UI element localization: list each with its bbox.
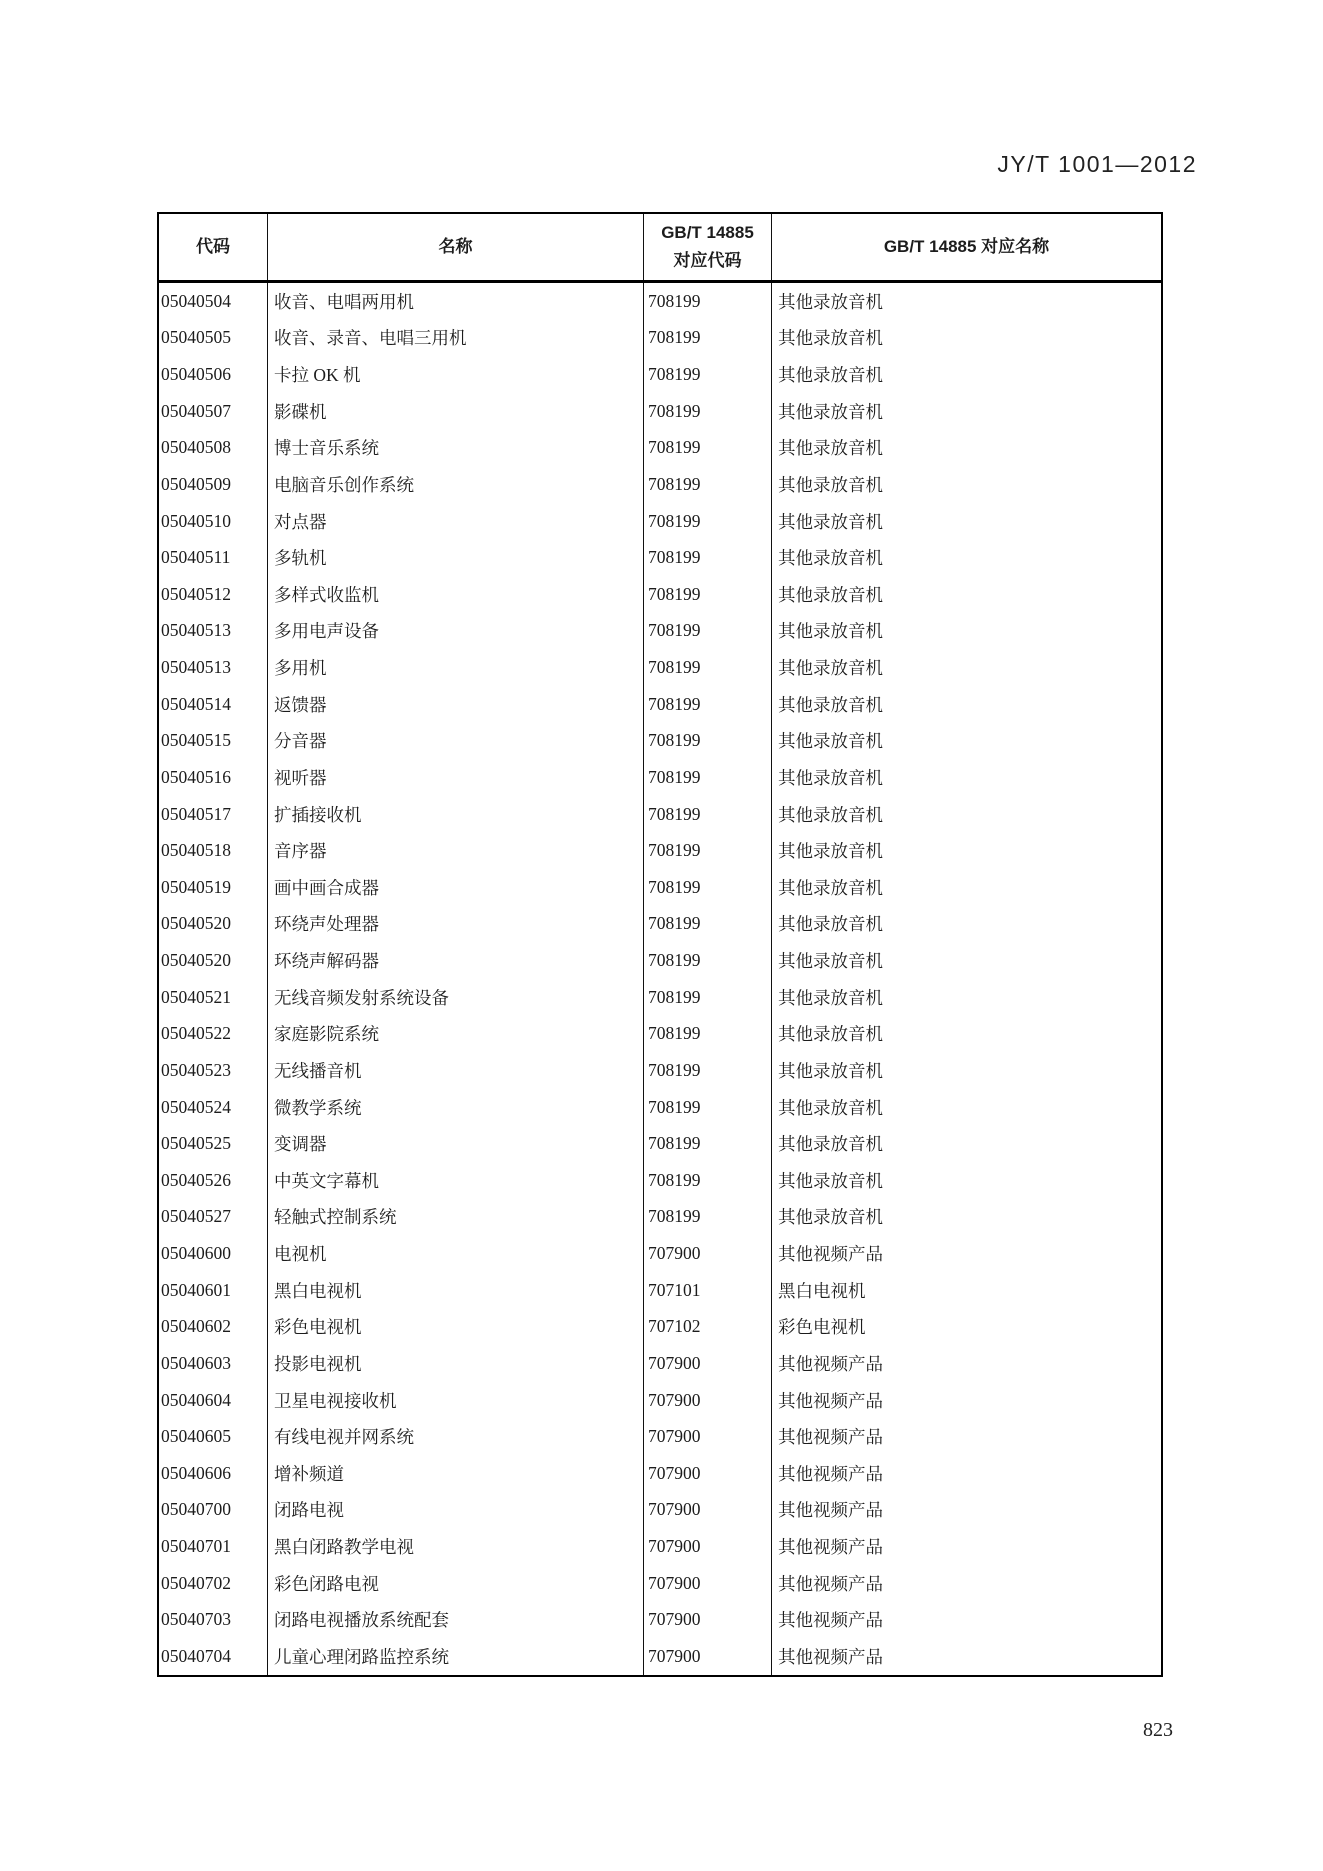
column-header-code (159, 214, 268, 280)
table-cell-code: 05040508 (159, 430, 268, 467)
table-row (159, 686, 1161, 723)
table-row (159, 539, 1161, 576)
table-cell-code: 05040518 (159, 832, 268, 869)
table-cell-name: 卡拉 OK 机 (268, 356, 644, 393)
table-row (159, 576, 1161, 613)
table-cell-gb-code: 708199 (644, 466, 772, 503)
column-header-name-label: 名称 (438, 236, 473, 256)
table-row (159, 1638, 1161, 1675)
table-row (159, 869, 1161, 906)
table-cell-gb-name: 其他录放音机 (778, 987, 883, 1008)
table-row (159, 1016, 1161, 1053)
table-row (159, 1602, 1161, 1639)
table-cell-name: 电视机 (268, 1235, 644, 1272)
table-row (159, 503, 1161, 540)
table-row (159, 1455, 1161, 1492)
table-cell-name: 闭路电视播放系统配套 (268, 1602, 644, 1639)
table-cell-gb-code: 708199 (644, 796, 772, 833)
table-row (159, 1162, 1161, 1199)
table-cell-code: 05040505 (159, 320, 268, 357)
column-header-gb-name (772, 214, 1161, 280)
table-cell-name: 音序器 (268, 832, 644, 869)
table-cell-name: 电脑音乐创作系统 (268, 466, 644, 503)
table-cell-code: 05040507 (159, 393, 268, 430)
table-cell-gb-name: 其他录放音机 (778, 877, 883, 898)
column-header-code-label: 代码 (196, 236, 230, 256)
table-cell-code: 05040520 (159, 942, 268, 979)
table-cell-name: 扩插接收机 (268, 796, 644, 833)
table-cell-gb-name: 其他录放音机 (778, 291, 883, 312)
table-cell-name: 多用电声设备 (268, 613, 644, 650)
table-cell-gb-name: 其他视频产品 (778, 1390, 883, 1411)
table-cell-code: 05040514 (159, 686, 268, 723)
table-cell-code: 05040515 (159, 723, 268, 760)
table-cell-gb-name: 其他视频产品 (778, 1463, 883, 1484)
table-cell-gb-code: 707101 (644, 1272, 772, 1309)
column-header-gb-code (644, 214, 772, 280)
column-header-name (268, 214, 644, 280)
table-cell-code: 05040509 (159, 466, 268, 503)
table-cell-gb-code: 708199 (644, 1016, 772, 1053)
table-row (159, 1052, 1161, 1089)
table-cell-name: 黑白电视机 (268, 1272, 644, 1309)
table-cell-gb-name: 其他视频产品 (778, 1427, 883, 1448)
table-cell-name: 彩色闭路电视 (268, 1565, 644, 1602)
table-cell-gb-name: 黑白电视机 (778, 1280, 866, 1301)
table-cell-code: 05040701 (159, 1528, 268, 1565)
table-cell-name: 儿童心理闭路监控系统 (268, 1638, 644, 1675)
table-cell-gb-name: 其他录放音机 (778, 1097, 883, 1118)
table-cell-name: 中英文字幕机 (268, 1162, 644, 1199)
table-cell-name: 变调器 (268, 1125, 644, 1162)
table-cell-code: 05040520 (159, 906, 268, 943)
table-cell-gb-code: 708199 (644, 503, 772, 540)
table-cell-name: 微教学系统 (268, 1089, 644, 1126)
table-cell-gb-code: 708199 (644, 979, 772, 1016)
table-cell-code: 05040513 (159, 613, 268, 650)
table-cell-gb-name: 其他录放音机 (778, 621, 883, 642)
table-row (159, 1309, 1161, 1346)
table-cell-code: 05040513 (159, 649, 268, 686)
table-cell-code: 05040700 (159, 1492, 268, 1529)
table-cell-name: 多轨机 (268, 539, 644, 576)
table-cell-gb-name: 其他录放音机 (778, 914, 883, 935)
table-cell-name: 有线电视并网系统 (268, 1418, 644, 1455)
table-cell-code: 05040511 (159, 539, 268, 576)
table-cell-code: 05040527 (159, 1199, 268, 1236)
table-cell-name: 闭路电视 (268, 1492, 644, 1529)
page-number: 823 (1143, 1719, 1173, 1741)
table-cell-name: 无线播音机 (268, 1052, 644, 1089)
table-cell-gb-code: 708199 (644, 942, 772, 979)
table-cell-gb-code: 708199 (644, 869, 772, 906)
table-cell-code: 05040523 (159, 1052, 268, 1089)
table-row (159, 1199, 1161, 1236)
table-row (159, 1528, 1161, 1565)
table-cell-gb-code: 708199 (644, 832, 772, 869)
table-cell-gb-name: 其他录放音机 (778, 951, 883, 972)
table-row (159, 796, 1161, 833)
table-row (159, 393, 1161, 430)
table-cell-name: 家庭影院系统 (268, 1016, 644, 1053)
table-cell-code: 05040606 (159, 1455, 268, 1492)
table-cell-gb-code: 707900 (644, 1418, 772, 1455)
table-cell-name: 多用机 (268, 649, 644, 686)
table-cell-code: 05040704 (159, 1638, 268, 1675)
table-cell-gb-code: 708199 (644, 906, 772, 943)
table-cell-gb-code: 707900 (644, 1345, 772, 1382)
table-cell-code: 05040603 (159, 1345, 268, 1382)
table-cell-gb-code: 708199 (644, 430, 772, 467)
table-cell-code: 05040703 (159, 1602, 268, 1639)
table-row (159, 1418, 1161, 1455)
table-cell-name: 收音、录音、电唱三用机 (268, 320, 644, 357)
table-cell-gb-name: 其他录放音机 (778, 1134, 883, 1155)
table-row (159, 1272, 1161, 1309)
table-cell-gb-name: 其他录放音机 (778, 1207, 883, 1228)
table-header-row (159, 214, 1161, 283)
column-header-gb-code-line1: GB/T 14885 (661, 222, 754, 242)
table-cell-name: 返馈器 (268, 686, 644, 723)
table-body (159, 283, 1161, 1675)
table-cell-code: 05040605 (159, 1418, 268, 1455)
table-cell-gb-name: 其他录放音机 (778, 511, 883, 532)
table-cell-name: 影碟机 (268, 393, 644, 430)
table-row (159, 356, 1161, 393)
table-cell-gb-name: 其他录放音机 (778, 767, 883, 788)
table-cell-gb-name: 其他录放音机 (778, 438, 883, 459)
table-cell-gb-code: 707900 (644, 1235, 772, 1272)
table-cell-code: 05040516 (159, 759, 268, 796)
table-cell-gb-code: 708199 (644, 356, 772, 393)
table-cell-gb-code: 707900 (644, 1382, 772, 1419)
table-cell-code: 05040602 (159, 1309, 268, 1346)
table-row (159, 1125, 1161, 1162)
table-cell-gb-name: 其他录放音机 (778, 548, 883, 569)
table-cell-code: 05040512 (159, 576, 268, 613)
table-cell-gb-name: 其他录放音机 (778, 474, 883, 495)
table-cell-gb-name: 其他视频产品 (778, 1610, 883, 1631)
table-cell-gb-name: 其他录放音机 (778, 365, 883, 386)
table-cell-name: 无线音频发射系统设备 (268, 979, 644, 1016)
table-cell-gb-name: 其他视频产品 (778, 1353, 883, 1374)
table-cell-gb-code: 708199 (644, 649, 772, 686)
table-cell-gb-name: 其他录放音机 (778, 328, 883, 349)
table-row (159, 649, 1161, 686)
table-cell-name: 环绕声处理器 (268, 906, 644, 943)
table-cell-code: 05040504 (159, 283, 268, 320)
table-row (159, 1089, 1161, 1126)
table-row (159, 466, 1161, 503)
table-cell-code: 05040604 (159, 1382, 268, 1419)
table-cell-name: 彩色电视机 (268, 1309, 644, 1346)
table-cell-gb-code: 707900 (644, 1638, 772, 1675)
table-row (159, 283, 1161, 320)
table-cell-gb-name: 其他录放音机 (778, 658, 883, 679)
table-cell-code: 05040702 (159, 1565, 268, 1602)
table-row (159, 1345, 1161, 1382)
table-cell-gb-code: 708199 (644, 686, 772, 723)
table-row (159, 832, 1161, 869)
table-cell-name: 收音、电唱两用机 (268, 283, 644, 320)
table-cell-gb-name: 其他录放音机 (778, 584, 883, 605)
table-cell-gb-name: 其他录放音机 (778, 731, 883, 752)
table-cell-gb-name: 彩色电视机 (778, 1317, 866, 1338)
table-cell-code: 05040519 (159, 869, 268, 906)
table-cell-name: 轻触式控制系统 (268, 1199, 644, 1236)
table-cell-gb-code: 707900 (644, 1528, 772, 1565)
table-row (159, 1382, 1161, 1419)
table-cell-gb-name: 其他录放音机 (778, 1170, 883, 1191)
table-cell-code: 05040510 (159, 503, 268, 540)
table-cell-gb-code: 708199 (644, 759, 772, 796)
table-cell-code: 05040601 (159, 1272, 268, 1309)
table-row (159, 1235, 1161, 1272)
table-row (159, 759, 1161, 796)
table-row (159, 1492, 1161, 1529)
table-cell-gb-code: 708199 (644, 1162, 772, 1199)
table-cell-gb-code: 707900 (644, 1455, 772, 1492)
table-row (159, 942, 1161, 979)
table-row (159, 613, 1161, 650)
table-cell-gb-name: 其他录放音机 (778, 694, 883, 715)
table-cell-gb-name: 其他录放音机 (778, 804, 883, 825)
standard-number: JY/T 1001—2012 (997, 151, 1197, 177)
table-cell-code: 05040506 (159, 356, 268, 393)
table-cell-gb-code: 708199 (644, 723, 772, 760)
table-cell-gb-code: 708199 (644, 393, 772, 430)
table-cell-gb-name: 其他录放音机 (778, 401, 883, 422)
table-cell-gb-code: 708199 (644, 1089, 772, 1126)
table-row (159, 906, 1161, 943)
table-cell-gb-code: 707900 (644, 1492, 772, 1529)
table-cell-code: 05040600 (159, 1235, 268, 1272)
table-cell-gb-code: 708199 (644, 283, 772, 320)
table-cell-gb-name: 其他视频产品 (778, 1500, 883, 1521)
table-cell-gb-name: 其他视频产品 (778, 1646, 883, 1667)
table-cell-name: 多样式收监机 (268, 576, 644, 613)
table-cell-gb-code: 707900 (644, 1602, 772, 1639)
table-cell-gb-code: 708199 (644, 1199, 772, 1236)
table-cell-gb-name: 其他录放音机 (778, 1060, 883, 1081)
table-cell-name: 视听器 (268, 759, 644, 796)
table-cell-gb-name: 其他视频产品 (778, 1244, 883, 1265)
table-cell-code: 05040524 (159, 1089, 268, 1126)
table-cell-name: 增补频道 (268, 1455, 644, 1492)
code-mapping-table (157, 212, 1163, 1677)
table-row (159, 430, 1161, 467)
table-row (159, 979, 1161, 1016)
table-cell-gb-name: 其他视频产品 (778, 1573, 883, 1594)
table-cell-code: 05040525 (159, 1125, 268, 1162)
table-cell-name: 博士音乐系统 (268, 430, 644, 467)
table-cell-name: 投影电视机 (268, 1345, 644, 1382)
table-cell-gb-code: 708199 (644, 576, 772, 613)
table-row (159, 320, 1161, 357)
table-cell-code: 05040526 (159, 1162, 268, 1199)
table-cell-code: 05040522 (159, 1016, 268, 1053)
table-row (159, 1565, 1161, 1602)
table-cell-name: 黑白闭路教学电视 (268, 1528, 644, 1565)
table-cell-name: 分音器 (268, 723, 644, 760)
table-cell-gb-code: 707900 (644, 1565, 772, 1602)
table-cell-name: 画中画合成器 (268, 869, 644, 906)
table-cell-gb-code: 708199 (644, 1052, 772, 1089)
table-cell-gb-name: 其他录放音机 (778, 841, 883, 862)
table-cell-code: 05040521 (159, 979, 268, 1016)
table-cell-gb-name: 其他视频产品 (778, 1537, 883, 1558)
table-cell-gb-code: 708199 (644, 1125, 772, 1162)
column-header-gb-name-label: GB/T 14885 对应名称 (883, 236, 1050, 256)
table-cell-code: 05040517 (159, 796, 268, 833)
table-cell-gb-code: 707102 (644, 1309, 772, 1346)
table-row (159, 723, 1161, 760)
table-cell-gb-name: 其他录放音机 (778, 1024, 883, 1045)
table-cell-name: 对点器 (268, 503, 644, 540)
table-cell-name: 环绕声解码器 (268, 942, 644, 979)
column-header-gb-code-line2: 对应代码 (673, 251, 742, 270)
table-cell-gb-code: 708199 (644, 320, 772, 357)
table-cell-gb-code: 708199 (644, 539, 772, 576)
table-cell-gb-code: 708199 (644, 613, 772, 650)
table-cell-name: 卫星电视接收机 (268, 1382, 644, 1419)
